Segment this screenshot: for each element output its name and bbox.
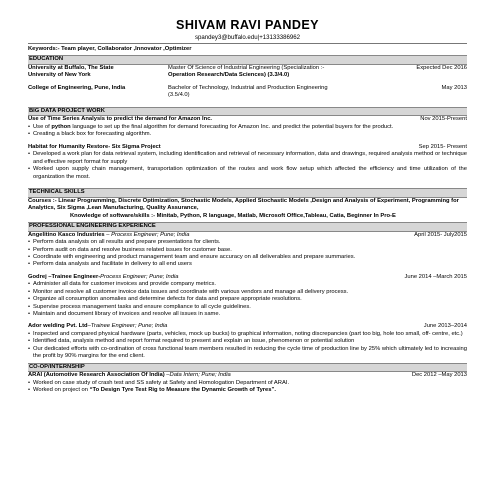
project-date: Nov 2015-Present [420, 116, 467, 123]
job-bullets [28, 380, 467, 395]
job-header [28, 274, 467, 282]
spacer [28, 181, 467, 186]
project-bullets [28, 124, 467, 139]
software-list: Minitab, Python, R language, Matlab, Microsoft Office,Tableau, Catia, Beginner In Pro-E [156, 212, 396, 219]
list-item: • Coordinate with engineering and product management team and ensure accuracy on all deliverables and prepare summaries. [28, 254, 467, 261]
section-education-header: EDUCATION [28, 55, 467, 65]
skills-block [28, 198, 467, 221]
project-date: Sep 2015- Present [418, 143, 467, 150]
keywords-line: Keywords:- Team player, Collaborator ,Innovator ,Optimizer [28, 46, 192, 52]
school-name [28, 65, 168, 80]
list-item [28, 387, 467, 394]
section-experience-header: PROFESSIONAL ENGINEERING EXPERIENCE [28, 222, 467, 232]
project-header [28, 144, 467, 152]
degree-line: Master Of Science of Industrial Engineering (Specialization :- [168, 64, 325, 71]
job-title [28, 274, 178, 282]
courses-label: Courses :- [28, 197, 59, 204]
school-name [28, 85, 168, 100]
header-divider [28, 43, 467, 44]
job-date: April 2015- July2015 [414, 231, 467, 238]
list-item: • Inspected and compared physical hardware (parts, vehicles, mock up bucks) to graphical information, noting discrepancies (part too big, hole too small, off- centre, etc.) [28, 331, 467, 338]
project-header [28, 116, 467, 124]
job-date: Dec 2012 –May 2013 [411, 372, 467, 379]
list-item: • Monitor and resolve all customer invoice data issues and coordinate with various vendors and manage all delivery process. [28, 289, 467, 296]
bullet-text: language to set up the final algorithm for demand forecasting for Amazon Inc. and predict the potential buyers for the product. [70, 123, 394, 130]
degree-line: (3.5/4.0) [168, 92, 190, 99]
list-item: • Creating a black box for forecasting algorithm. [28, 131, 467, 138]
job-title [28, 232, 189, 240]
degree [168, 65, 397, 80]
job-role: –Trainee Engineer; Pune; India [87, 323, 168, 330]
company-name: Godrej –Trainee Engineer- [28, 273, 101, 280]
job-header [28, 232, 467, 240]
project-bullets [28, 151, 467, 181]
list-item: • Identified data, analysis method and report format required to present and explain an issue, phenomenon or potential solution [28, 338, 467, 345]
candidate-name: SHIVAM RAVI PANDEY [176, 18, 319, 32]
education-entry [28, 85, 467, 100]
education-date: May 2013 [441, 84, 467, 91]
education-entry [28, 65, 467, 80]
courses-line [28, 198, 467, 213]
section-projects-header: BIG DATA PROJECT WORK [28, 107, 467, 117]
contact-line [28, 33, 467, 42]
bullet-text: Worked on project on [33, 387, 90, 394]
contact-separator: | [257, 34, 260, 41]
school-line: College of Engineering, Pune, India [28, 84, 126, 91]
degree-line: Operation Research/Data Sciences) (3.3/4.0) [168, 72, 290, 79]
company-name: Ador welding Pvt. Ltd [28, 323, 88, 330]
job-bullets [28, 331, 467, 361]
job-bullets [28, 281, 467, 318]
job-date: June 2013–2014 [423, 323, 467, 330]
job-bullets [28, 239, 467, 269]
job-title [28, 372, 231, 380]
project-title: Use of Time Series Analysis to predict the demand for Amazon Inc. [28, 116, 213, 123]
section-coop-header: CO-OP/INTERNSHIP [28, 363, 467, 373]
bullet-text: Use of [33, 123, 52, 130]
job-header [28, 323, 467, 331]
list-item [28, 124, 467, 131]
list-item: • Perform data analysis on all results and prepare presentations for clients. [28, 239, 467, 246]
job-header [28, 372, 467, 380]
job-role: –Data Intern; Pune; India [164, 372, 231, 379]
bullet-bold: “To Design Tyre Test Rig to Measure the Dynamic Growth of Tyres”. [89, 387, 277, 394]
phone-number: +13133386962 [259, 34, 301, 41]
list-item: • Perform data analysis and facilitate in delivery to all end users [28, 261, 467, 268]
list-item: • Supervise process management tasks and ensure compliance to all cycle guidelines. [28, 304, 467, 311]
job-role: – Process Engineer; Pune; India [104, 231, 190, 238]
list-item: • Administer all data for customer invoices and provide company metrics. [28, 281, 467, 288]
list-item: • Worked on case study of crash test and SS safety at Safety and Homologation Department of ARAI. [28, 380, 467, 387]
email-link[interactable]: spandey3@buffalo.edu [194, 34, 258, 41]
job-date: June 2014 –March 2015 [404, 273, 467, 280]
list-item: • Our dedicated efforts with co-ordination of cross functional team members resulted in reducing the cycle time of production line by 25% which ultimately led to increasing the profit by 90% margins for the end client. [28, 346, 467, 361]
list-item: • Worked upon supply chain management, transportation optimization of the routes and work flow setup which affected the efficiency and time utilization of the organization the most. [28, 166, 467, 181]
bullet-bold: python [51, 123, 71, 130]
list-item: • Organize all consumption anomalies and determine defects for data and prepare appropriate resolutions. [28, 296, 467, 303]
section-skills-header: TECHNICAL SKILLS [28, 188, 467, 198]
school-line: University at Buffalo, The State [28, 64, 114, 71]
list-item: • Perform audit on data and resolve business related issues for customer base. [28, 247, 467, 254]
education-date: Expected Dec 2016 [416, 64, 467, 71]
school-line: University of New York [28, 72, 91, 79]
job-title [28, 323, 167, 331]
degree [168, 85, 397, 100]
company-name: Angelitino Kasco Industries [28, 231, 105, 238]
spacer [28, 100, 467, 105]
list-item: • Developed a work plan for data retrieval system, including identification and retrieval of necessary information, data and drawings, required analysis method or technique and effective report format for supply [28, 151, 467, 166]
software-label: Knowledge of software/skills :- [70, 212, 157, 219]
courses-list: Linear Programming, Discrete Optimization, Stochastic Models, Applied Stochastic Models ,Design and Analysis of Experiment, Programming for Analytics, Six Sigma ,Lean Manufacturing, Quality Assurance, [28, 197, 459, 211]
company-name: ARAI (Automotive Research Association Of India) [28, 372, 165, 379]
software-line [28, 213, 467, 221]
job-role: Process Engineer; Pune; India [100, 273, 179, 280]
project-title: Habitat for Humanity Restore- Six Sigma Project [28, 143, 161, 150]
list-item: • Maintain and document library of invoices and resolve all issues in same. [28, 311, 467, 318]
degree-line: Bachelor of Technology, Industrial and Production Engineering [168, 84, 328, 91]
